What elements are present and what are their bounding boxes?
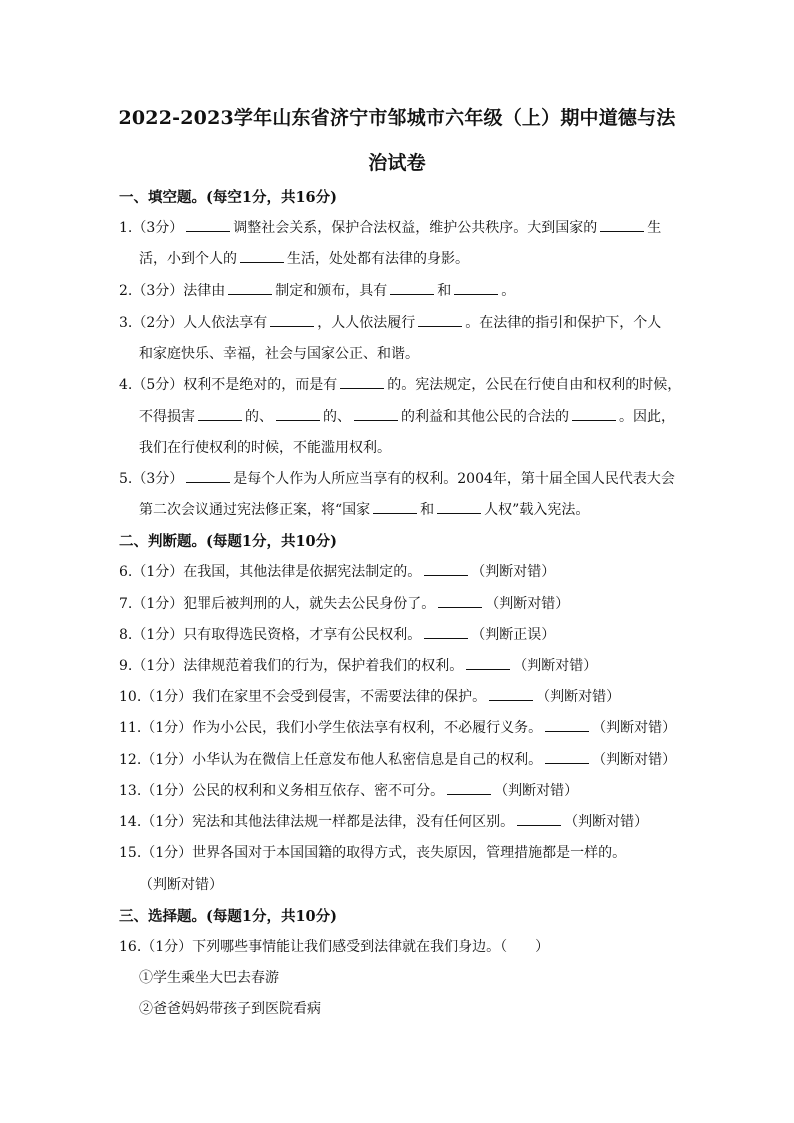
answer-blank[interactable] (390, 280, 434, 295)
answer-blank[interactable] (454, 280, 498, 295)
question-10: 10.（1分）我们在家里不会受到侵害，不需要法律的保护。 （判断对错） (119, 686, 620, 706)
question-5-line2: 第二次会议通过宪法修正案，将“国家 和 人权”载入宪法。 (139, 499, 589, 519)
answer-blank[interactable] (545, 749, 589, 764)
answer-blank[interactable] (437, 499, 481, 514)
answer-blank[interactable] (466, 655, 510, 670)
question-1-line1: 1.（3分） 调整社会关系，保护合法权益，维护公共秩序。大到国家的 生 (119, 217, 661, 237)
question-15-line1: 15.（1分）世界各国对于本国国籍的取得方式，丧失原因，管理措施都是一样的。 (119, 845, 627, 861)
answer-blank[interactable] (517, 811, 561, 826)
section-heading-true-false: 二、判断题。(每题1分，共10分) (119, 533, 337, 550)
question-16-option-2: ②爸爸妈妈带孩子到医院看病 (139, 1001, 321, 1017)
answer-blank[interactable] (424, 561, 468, 576)
question-15-line2: （判断对错） (139, 877, 223, 893)
answer-blank[interactable] (545, 717, 589, 732)
answer-blank[interactable] (270, 312, 314, 327)
answer-blank[interactable] (489, 686, 533, 701)
answer-blank[interactable] (186, 468, 230, 483)
answer-blank[interactable] (418, 312, 462, 327)
answer-blank[interactable] (186, 217, 230, 232)
question-2: 2.（3分）法律由 制定和颁布，具有 和 。 (119, 280, 515, 300)
question-4-line3: 我们在行使权利的时候，不能滥用权利。 (139, 440, 391, 456)
section-heading-fill-blank: 一、填空题。(每空1分，共16分) (119, 189, 337, 206)
section-heading-multiple-choice: 三、选择题。(每题1分，共10分) (119, 908, 337, 925)
question-9: 9.（1分）法律规范着我们的行为，保护着我们的权利。 （判断对错） (119, 655, 597, 675)
page-title-line1: 2022-2023学年山东省济宁市邹城市六年级（上）期中道德与法 (118, 107, 676, 129)
answer-blank[interactable] (600, 217, 644, 232)
question-7: 7.（1分）犯罪后被判刑的人，就失去公民身份了。 （判断对错） (119, 593, 569, 613)
question-3-line1: 3.（2分）人人依法享有 ，人人依法履行 。在法律的指引和保护下，个人 (119, 312, 661, 332)
question-3-line2: 和家庭快乐、幸福，社会与国家公正、和谐。 (139, 346, 419, 362)
answer-blank[interactable] (340, 374, 384, 389)
answer-blank[interactable] (373, 499, 417, 514)
question-4-line1: 4.（5分）权利不是绝对的，而是有 的。宪法规定，公民在行使自由和权利的时候， (119, 374, 681, 394)
question-16-stem: 16.（1分）下列哪些事情能让我们感受到法律就在我们身边。（ ） (119, 939, 550, 955)
answer-blank[interactable] (228, 280, 272, 295)
question-13: 13.（1分）公民的权利和义务相互依存、密不可分。 （判断对错） (119, 780, 578, 800)
answer-blank[interactable] (354, 406, 398, 421)
answer-blank[interactable] (240, 248, 284, 263)
question-8: 8.（1分）只有取得选民资格，才享有公民权利。 （判断正误） (119, 624, 555, 644)
answer-blank[interactable] (572, 406, 616, 421)
answer-blank[interactable] (424, 624, 468, 639)
question-14: 14.（1分）宪法和其他法律法规一样都是法律，没有任何区别。 （判断对错） (119, 811, 648, 831)
answer-blank[interactable] (447, 780, 491, 795)
question-6: 6.（1分）在我国，其他法律是依据宪法制定的。 （判断对错） (119, 561, 555, 581)
question-5-line1: 5.（3分） 是每个人作为人所应当享有的权利。2004年，第十届全国人民代表大会 (119, 468, 675, 488)
question-4-line2: 不得损害 的、 的、 的利益和其他公民的合法的 。因此， (139, 406, 675, 426)
question-1-line2: 活，小到个人的 生活，处处都有法律的身影。 (139, 248, 469, 268)
question-11: 11.（1分）作为小公民，我们小学生依法享有权利，不必履行义务。 （判断对错） (119, 717, 676, 737)
answer-blank[interactable] (198, 406, 242, 421)
question-16-option-1: ①学生乘坐大巴去春游 (139, 970, 279, 986)
page-title-line2: 治试卷 (368, 152, 426, 174)
answer-blank[interactable] (276, 406, 320, 421)
answer-blank[interactable] (438, 593, 482, 608)
question-12: 12.（1分）小华认为在微信上任意发布他人私密信息是自己的权利。 （判断对错） (119, 749, 676, 769)
